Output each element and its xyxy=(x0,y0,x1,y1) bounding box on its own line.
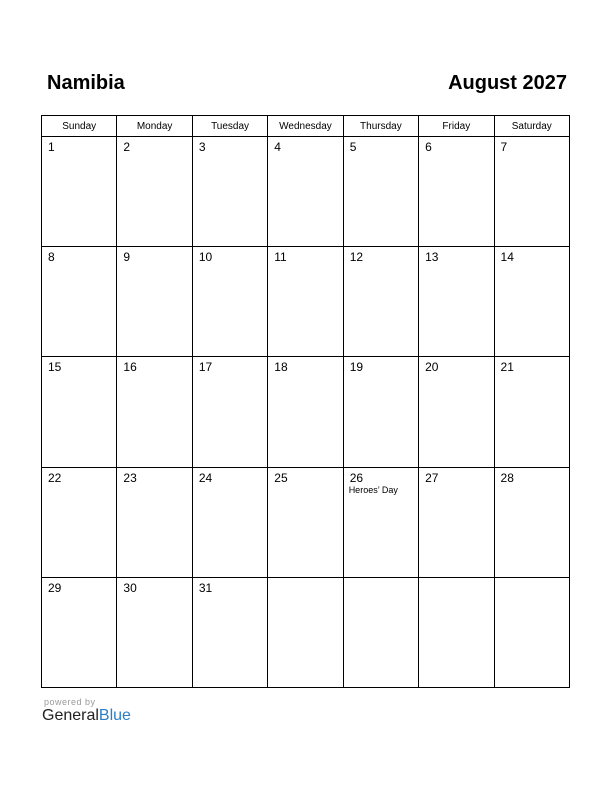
day-cell xyxy=(419,467,494,577)
day-cell xyxy=(494,577,569,687)
day-cell xyxy=(268,467,343,577)
day-cell xyxy=(268,357,343,467)
day-number: 1 xyxy=(48,140,55,154)
day-number xyxy=(344,578,418,581)
day-cell xyxy=(419,247,494,357)
day-number: 31 xyxy=(198,580,213,595)
day-cell xyxy=(192,137,267,247)
day-number: 15 xyxy=(48,360,62,375)
day-cell xyxy=(117,577,192,687)
day-cell xyxy=(268,247,343,357)
weekday-tuesday: Tuesday xyxy=(192,116,267,137)
day-cell xyxy=(494,357,569,467)
day-number: 19 xyxy=(349,360,364,375)
brand-blue: Blue xyxy=(98,707,131,724)
powered-by-text: powered by xyxy=(44,697,96,707)
day-number: 26 xyxy=(349,470,364,485)
weekday-friday: Friday xyxy=(419,116,494,137)
day-cell xyxy=(42,247,117,357)
day-number: 7 xyxy=(500,140,508,154)
day-cell xyxy=(42,577,117,687)
day-number: 13 xyxy=(425,250,439,265)
day-cell xyxy=(117,357,192,467)
weekday-sunday: Sunday xyxy=(42,116,117,137)
day-cell xyxy=(268,577,343,687)
day-number xyxy=(495,578,569,581)
week-row xyxy=(42,467,570,577)
weekday-header-row xyxy=(42,116,570,137)
day-number: 20 xyxy=(425,360,439,375)
day-number: 9 xyxy=(123,250,131,265)
week-row xyxy=(42,137,570,247)
day-cell xyxy=(42,467,117,577)
day-number: 12 xyxy=(349,250,364,265)
day-cell xyxy=(192,247,267,357)
day-cell xyxy=(192,357,267,467)
day-number: 29 xyxy=(48,580,62,595)
month-year-title: August 2027 xyxy=(448,72,567,94)
day-number: 11 xyxy=(274,250,287,265)
brand-general: General xyxy=(42,707,99,724)
day-number: 6 xyxy=(425,140,432,154)
day-number: 3 xyxy=(198,140,206,154)
day-cell xyxy=(268,137,343,247)
footer-branding xyxy=(42,697,131,725)
weekday-thursday: Thursday xyxy=(343,116,418,137)
day-cell xyxy=(343,247,418,357)
day-cell xyxy=(117,137,192,247)
week-row xyxy=(42,357,570,467)
day-cell xyxy=(192,467,267,577)
day-cell xyxy=(117,247,192,357)
weekday-monday: Monday xyxy=(117,116,192,137)
weekday-wednesday: Wednesday xyxy=(268,116,343,137)
holiday-label: Heroes’ Day xyxy=(348,484,398,495)
day-cell xyxy=(343,137,418,247)
day-number: 4 xyxy=(274,140,281,154)
day-cell xyxy=(419,577,494,687)
day-cell xyxy=(343,467,418,577)
day-number: 16 xyxy=(123,360,137,375)
day-number: 10 xyxy=(198,250,213,265)
day-cell xyxy=(343,357,418,467)
day-cell xyxy=(494,137,569,247)
day-number: 17 xyxy=(198,360,213,375)
day-number: 30 xyxy=(123,580,137,595)
day-number: 22 xyxy=(48,470,62,485)
day-number: 24 xyxy=(198,470,213,485)
day-cell xyxy=(42,137,117,247)
day-number: 18 xyxy=(274,360,288,375)
day-number: 23 xyxy=(123,470,137,485)
day-number xyxy=(268,578,342,581)
day-cell xyxy=(419,357,494,467)
day-number: 2 xyxy=(123,140,131,154)
day-cell xyxy=(343,577,418,687)
day-number: 5 xyxy=(349,140,357,154)
day-number: 28 xyxy=(500,470,514,485)
day-number xyxy=(419,578,493,581)
day-cell xyxy=(42,357,117,467)
day-number: 21 xyxy=(500,360,514,375)
calendar-body xyxy=(42,137,570,688)
day-cell xyxy=(494,247,569,357)
weekday-saturday: Saturday xyxy=(494,116,569,137)
week-row xyxy=(42,577,570,687)
country-title: Namibia xyxy=(47,72,125,94)
day-number: 27 xyxy=(425,470,439,485)
day-cell xyxy=(117,467,192,577)
week-row xyxy=(42,247,570,357)
day-number: 8 xyxy=(48,250,55,265)
day-cell xyxy=(494,467,569,577)
day-cell xyxy=(192,577,267,687)
day-cell xyxy=(419,137,494,247)
day-number: 14 xyxy=(500,250,514,265)
day-number: 25 xyxy=(274,470,288,485)
calendar-header xyxy=(46,72,566,98)
calendar-grid xyxy=(41,115,570,688)
generalblue-logo xyxy=(42,707,131,725)
